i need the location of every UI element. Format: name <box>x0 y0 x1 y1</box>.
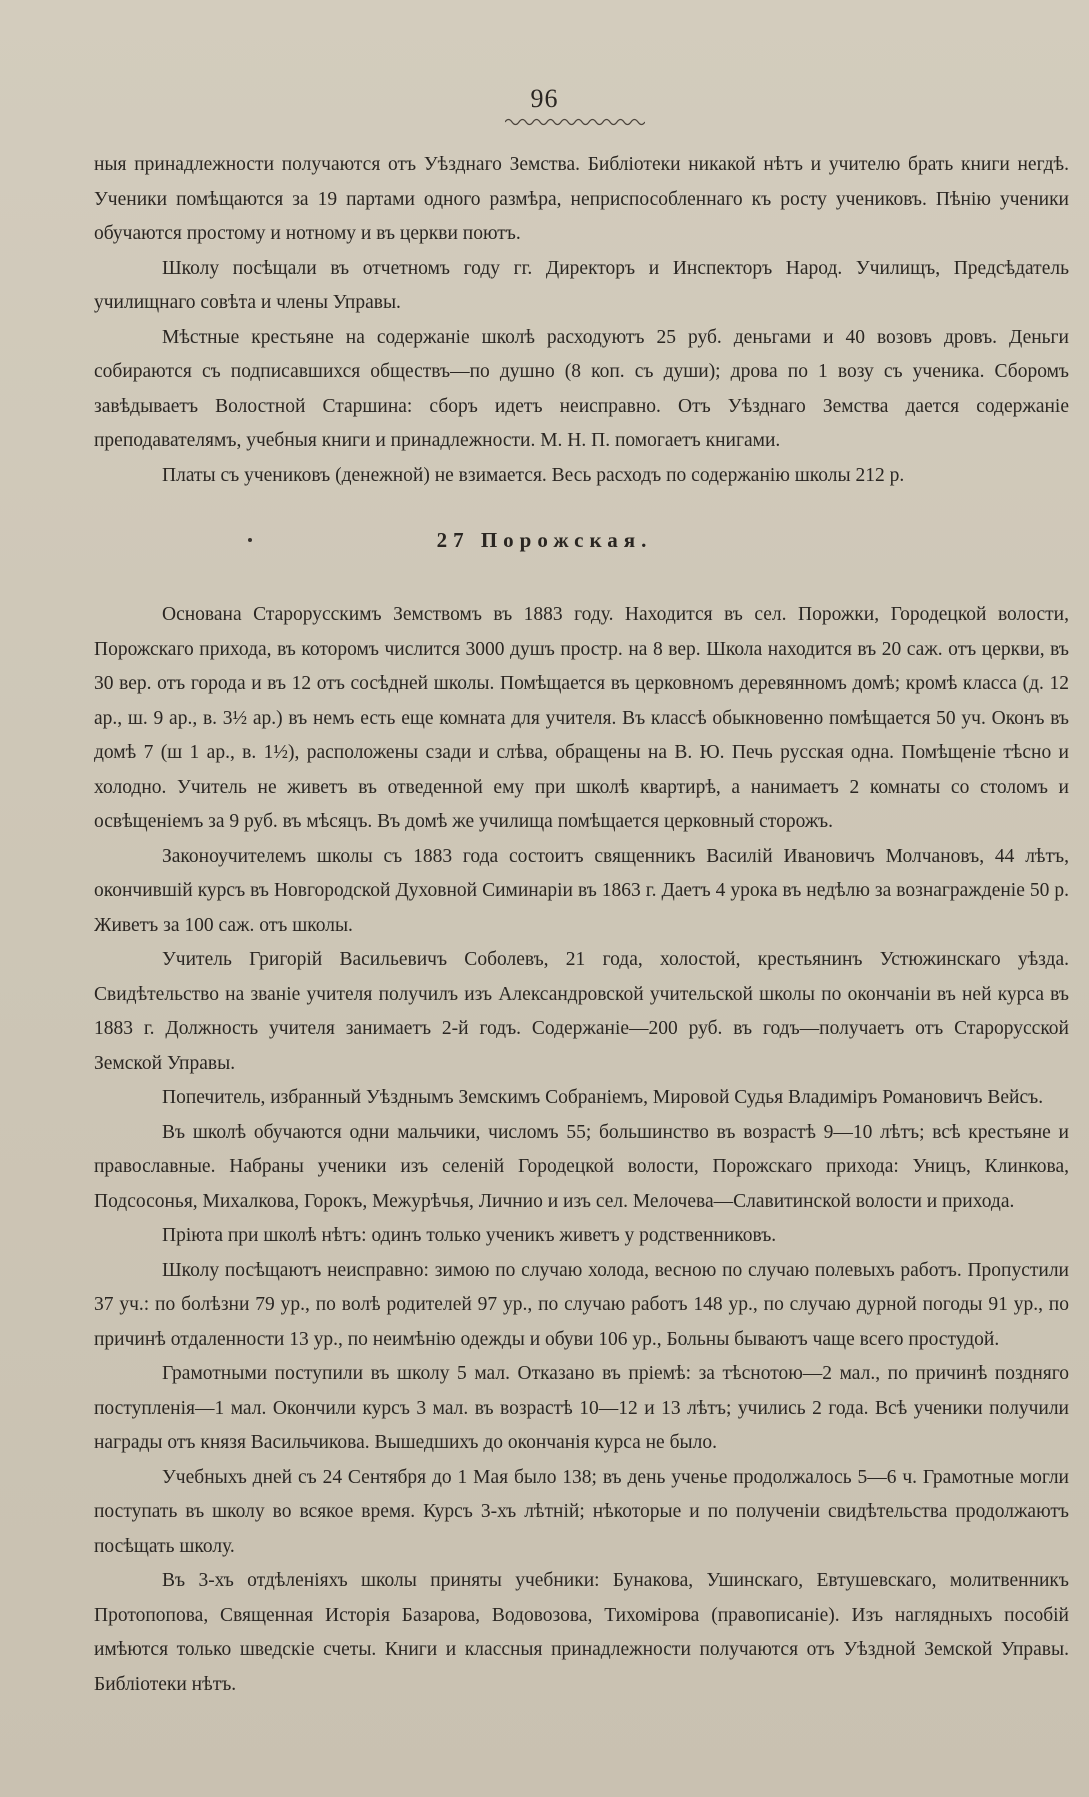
section-heading: 27 Порожская. <box>436 528 653 552</box>
paragraph: Попечитель, избранный Уѣзднымъ Земскимъ Собраніемъ, Мировой Судья Владиміръ Романовичъ Вейсъ. <box>162 1087 1044 1108</box>
paragraph: Основана Старорусскимъ Земствомъ въ 1883 году. Находится въ сел. Порожки, Городецкой волости, Порожскаго прихода, въ которомъ числится 3000 душъ простр. на 8 вер. Школа находится въ 20 саж. отъ церкви, въ 30 вер. отъ города и въ 12 отъ сосѣдней школы. Помѣщается въ церковномъ деревянномъ домѣ; кромѣ класса (д. 12 ар., ш. 9 ар., в. 3½ ар.) въ немъ есть еще комната для учителя. Въ классѣ обыкновенно помѣщается 50 уч. Оконъ въ домѣ 7 (ш 1 ар., в. 1½), расположены сзади и слѣва, обращены на В. Ю. Печь русская одна. Помѣщеніе тѣсно и холодно. Учитель не живетъ въ отведенной ему при школѣ квартирѣ, а нанимаетъ 2 комнаты со столомъ и освѣщеніемъ за 9 руб. въ мѣсяцъ. Въ домѣ же училища помѣщается церковный сторожъ. <box>94 604 1069 832</box>
paragraph: Законоучителемъ школы съ 1883 года состоитъ священникъ Василій Ивановичъ Молчановъ, 44 лѣтъ, окончившій курсъ въ Новгородской Духовной Симинаріи въ 1863 г. Даетъ 4 урока въ недѣлю за вознагражденіе 50 р. Живетъ за 100 саж. отъ школы. <box>94 845 1069 936</box>
text-block-porozhskaya-school <box>94 598 1069 1702</box>
paragraph: Учитель Григорій Васильевичъ Соболевъ, 21 года, холостой, крестьянинъ Устюжинскаго уѣзда. Свидѣтельство на званіе учителя получилъ изъ Александровской учительской школы по окончаніи въ ней курса въ 1883 г. Должность учителя занимаетъ 2-й годъ. Содержаніе—200 руб. въ годъ—получаетъ отъ Старорусской Земской Управы. <box>94 949 1069 1074</box>
paragraph: Школу посѣщаютъ неисправно: зимою по случаю холода, весною по случаю полевыхъ работъ. Пропустили 37 уч.: по болѣзни 79 ур., по волѣ родителей 97 ур., по случаю работъ 148 ур., по случаю дурной погоды 91 ур., по причинѣ отдаленности 13 ур., по неимѣнію одежды и обуви 106 ур., Больны бываютъ чаще всего простудой. <box>94 1259 1069 1350</box>
paragraph: Пріюта при школѣ нѣтъ: одинъ только ученикъ живетъ у родственниковъ. <box>162 1225 777 1246</box>
paragraph: Въ школѣ обучаются одни мальчики, числомъ 55; большинство въ возрастѣ 9—10 лѣтъ; всѣ крестьяне и православные. Набраны ученики изъ селеній Городецкой волости, Порожскаго прихода: Уницъ, Клинкова, Подсосонья, Михалкова, Горокъ, Межурѣчья, Личнио и изъ сел. Мелочева—Славитинской волости и прихода. <box>94 1121 1069 1212</box>
paragraph: Учебныхъ дней съ 24 Сентября до 1 Мая было 138; въ день ученье продолжалось 5—6 ч. Грамотные могли поступать въ школу во всякое время. Курсъ 3-хъ лѣтній; нѣкоторые и по полученіи свидѣтельства продолжаютъ посѣщать школу. <box>94 1466 1069 1557</box>
paragraph: Грамотными поступили въ школу 5 мал. Отказано въ пріемѣ: за тѣснотою—2 мал., по причинѣ поздняго поступленія—1 мал. Окончили курсъ 3 мал. въ возрастѣ 10—12 и 13 лѣтъ; учились 2 года. Всѣ ученики получили награды отъ князя Васильчикова. Вышедшихъ до окончанія курса не было. <box>94 1363 1069 1453</box>
paragraph: ныя принадлежности получаются отъ Уѣзднаго Земства. Библіотеки никакой нѣтъ и учителю брать книги негдѣ. Ученики помѣщаются за 19 партами одного размѣра, неприспособленнаго къ росту учениковъ. Пѣнію ученики обучаются простому и нотному и въ церкви поютъ. <box>94 154 1069 244</box>
paragraph: Мѣстные крестьяне на содержаніе школѣ расходуютъ 25 руб. деньгами и 40 возовъ дровъ. Деньги собираются съ подписавшихся обществъ—по душно (8 коп. съ души); дрова по 1 возу съ ученика. Сборомъ завѣдываетъ Волостной Старшина: сборъ идетъ неисправно. Отъ Уѣзднаго Земства дается содержаніе преподавателямъ, учебныя книги и принадлежности. М. Н. П. помогаетъ книгами. <box>94 326 1069 451</box>
paragraph: Въ 3-хъ отдѣленіяхъ школы приняты учебники: Бунакова, Ушинскаго, Евтушевскаго, молитвенникъ Протопопова, Священная Исторія Базарова, Водовозова, Тихомірова (правописаніе). Изъ наглядныхъ пособій имѣются только шведскіе счеты. Книги и классныя принадлежности получаются отъ Уѣздной Земской Управы. Библіотеки нѣтъ. <box>94 1570 1069 1695</box>
wavy-rule-ornament <box>505 117 645 127</box>
page-number: 96 <box>530 84 559 113</box>
paragraph: Школу посѣщали въ отчетномъ году гг. Директоръ и Инспекторъ Народ. Училищъ, Предсѣдатель училищнаго совѣта и члены Управы. <box>94 257 1069 313</box>
paragraph: Платы съ учениковъ (денежной) не взимается. Весь расходъ по содержанію школы 212 р. <box>162 464 905 486</box>
text-block-previous-school <box>94 148 1069 493</box>
